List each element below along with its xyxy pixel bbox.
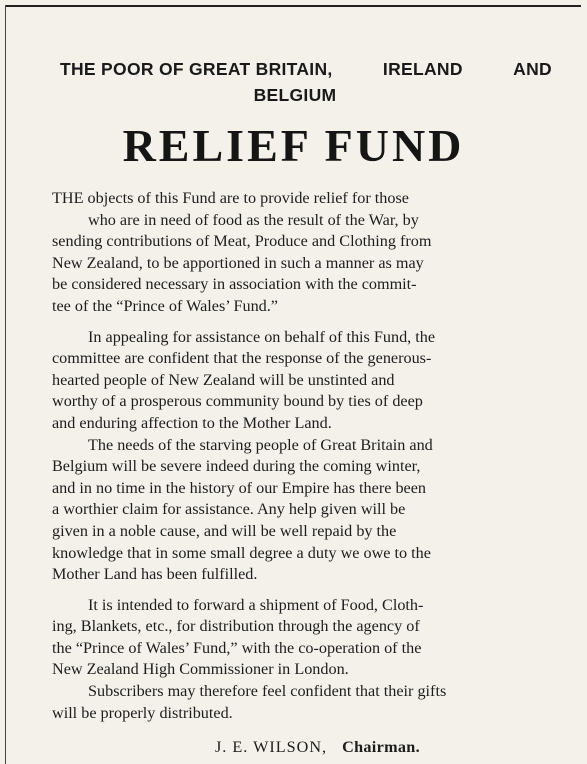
body-line: the “Prince of Wales’ Fund,” with the co-operation of the — [52, 638, 422, 657]
body-line: Subscribers may therefore feel confident that their gifts — [88, 682, 447, 701]
body-line: will be properly distributed. — [52, 703, 233, 722]
notice-heading — [40, 56, 580, 108]
body-line: Mother Land has been fulfilled. — [52, 565, 258, 584]
body-line: committee are confident that the response of the generous- — [52, 349, 432, 368]
body-line: In appealing for assistance on behalf of this Fund, the — [88, 327, 436, 346]
body-line: tee of the “Prince of Wales’ Fund.” — [52, 296, 278, 315]
heading-part-3: AND — [513, 59, 552, 79]
body-line: hearted people of New Zealand will be unstinted and — [52, 370, 395, 389]
body-line: and enduring affection to the Mother Land. — [52, 413, 332, 432]
body-line: ing, Blankets, etc., for distribution through the agency of — [52, 617, 420, 636]
body-line: The needs of the starving people of Great Britain and — [88, 435, 433, 454]
top-rule — [6, 5, 581, 7]
heading-part-2: IRELAND — [382, 59, 463, 79]
body-line: and in no time in the history of our Empire has there been — [52, 478, 427, 497]
body-line: sending contributions of Meat, Produce and Clothing from — [52, 232, 432, 251]
notice-title: RELIEF FUND — [122, 120, 465, 171]
body-line: Belgium will be severe indeed during the coming winter, — [52, 457, 421, 476]
body-line: New Zealand High Commissioner in London. — [52, 660, 349, 679]
paragraph-gap — [52, 586, 572, 595]
body-line: It is intended to forward a shipment of Food, Cloth- — [88, 595, 424, 614]
heading-line-2: BELGIUM — [253, 85, 337, 105]
body-line: worthy of a prosperous community bound by ties of deep — [52, 392, 423, 411]
body-line: be considered necessary in association with the commit- — [52, 275, 417, 294]
heading-part-1: THE POOR OF GREAT BRITAIN, — [60, 59, 333, 79]
body-line: knowledge that in some small degree a duty we owe to the — [52, 543, 431, 562]
notice-body — [52, 188, 572, 724]
body-line: New Zealand, to be apportioned in such a manner as may — [52, 253, 424, 272]
body-line: THE objects of this Fund are to provide relief for those — [52, 189, 409, 207]
heading-line-1 — [40, 56, 580, 82]
body-line: a worthier claim for assistance. Any help given will be — [52, 500, 406, 519]
body-line: given in a noble cause, and will be well repaid by the — [52, 521, 397, 540]
signature-role: Chairman. — [342, 738, 420, 756]
signature-name: J. E. WILSON, — [215, 738, 328, 756]
paragraph-gap — [52, 318, 572, 327]
signature — [215, 738, 420, 757]
body-line: who are in need of food as the result of the War, by — [88, 210, 419, 229]
